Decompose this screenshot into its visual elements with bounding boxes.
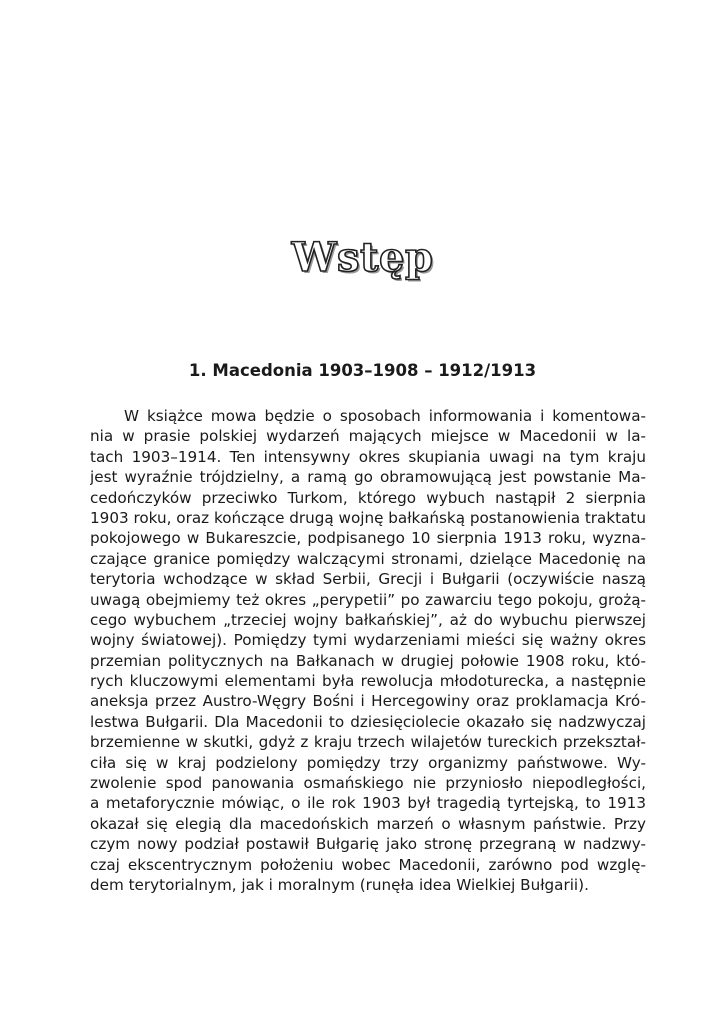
chapter-title: Wstęp — [291, 234, 434, 281]
paragraph-line: aneksja przez Austro-Węgry Bośni i Hercegowiny oraz proklamacja Kró- — [90, 692, 646, 711]
paragraph-line: czające granice pomiędzy walczącymi stronami, dzielące Macedonię na — [90, 549, 646, 568]
section-heading: 1. Macedonia 1903–1908 – 1912/1913 — [188, 361, 537, 380]
paragraph-line: ciła się w kraj podzielony pomiędzy trzy organizmy państwowe. Wy- — [90, 753, 646, 772]
paragraph-line: cego wybuchem „trzeciej wojny bałkańskiej”, aż do wybuchu pierwszej — [90, 610, 646, 629]
paragraph-line: W książce mowa będzie o sposobach informowania i komentowa- — [124, 407, 646, 425]
paragraph-line: lestwa Bułgarii. Dla Macedonii to dziesięciolecie okazało się nadzwyczaj — [90, 712, 646, 731]
paragraph-line: rych kluczowymi elementami była rewolucja młodoturecka, a następnie — [90, 672, 646, 691]
paragraph-line: pokojowego w Bukareszcie, podpisanego 10 sierpnia 1913 roku, wyzna- — [90, 529, 646, 548]
paragraph-line: jest wyraźnie trójdzielny, a ramą go obramowującą jest powstanie Ma- — [90, 468, 646, 487]
paragraph-line: tach 1903–1914. Ten intensywny okres skupiania uwagi na tym kraju — [90, 447, 646, 466]
paragraph-line: dem terytorialnym, jak i moralnym (runęła idea Wielkiej Bułgarii). — [90, 875, 589, 894]
paragraph-line: czym nowy podział postawił Bułgarię jako stronę przegraną w nadzwy- — [90, 835, 646, 854]
body-paragraph — [90, 406, 646, 895]
paragraph-line: czaj ekscentrycznym położeniu wobec Macedonii, zarówno pod wzglę- — [90, 855, 646, 874]
paragraph-line: brzemienne w skutki, gdyż z kraju trzech wilajetów tureckich przekształ- — [90, 733, 646, 752]
paragraph-line: cedończyków przeciwko Turkom, którego wybuch nastąpił 2 sierpnia — [90, 488, 646, 507]
paragraph-line: nia w prasie polskiej wydarzeń mających miejsce w Macedonii w la- — [90, 427, 646, 446]
paragraph-line: wojny światowej). Pomiędzy tymi wydarzeniami mieści się ważny okres — [90, 631, 646, 650]
paragraph-line: uwagą obejmiemy też okres „perypetii” po zawarciu tego pokoju, grożą- — [90, 590, 646, 609]
paragraph-line: 1903 roku, oraz kończące drugą wojnę bałkańską postanowienia traktatu — [90, 508, 646, 527]
paragraph-line: terytoria wchodzące w skład Serbii, Grecji i Bułgarii (oczywiście naszą — [90, 570, 646, 589]
paragraph-line: zwolenie spod panowania osmańskiego nie przyniosło niepodległości, — [90, 774, 646, 793]
paragraph-line: przemian politycznych na Bałkanach w drugiej połowie 1908 roku, któ- — [90, 651, 646, 670]
paragraph-line: a metaforycznie mówiąc, o ile rok 1903 był tragedią tyrtejską, to 1913 — [90, 794, 646, 813]
paragraph-line: okazał się elegią dla macedońskich marzeń o własnym państwie. Przy — [90, 814, 646, 833]
